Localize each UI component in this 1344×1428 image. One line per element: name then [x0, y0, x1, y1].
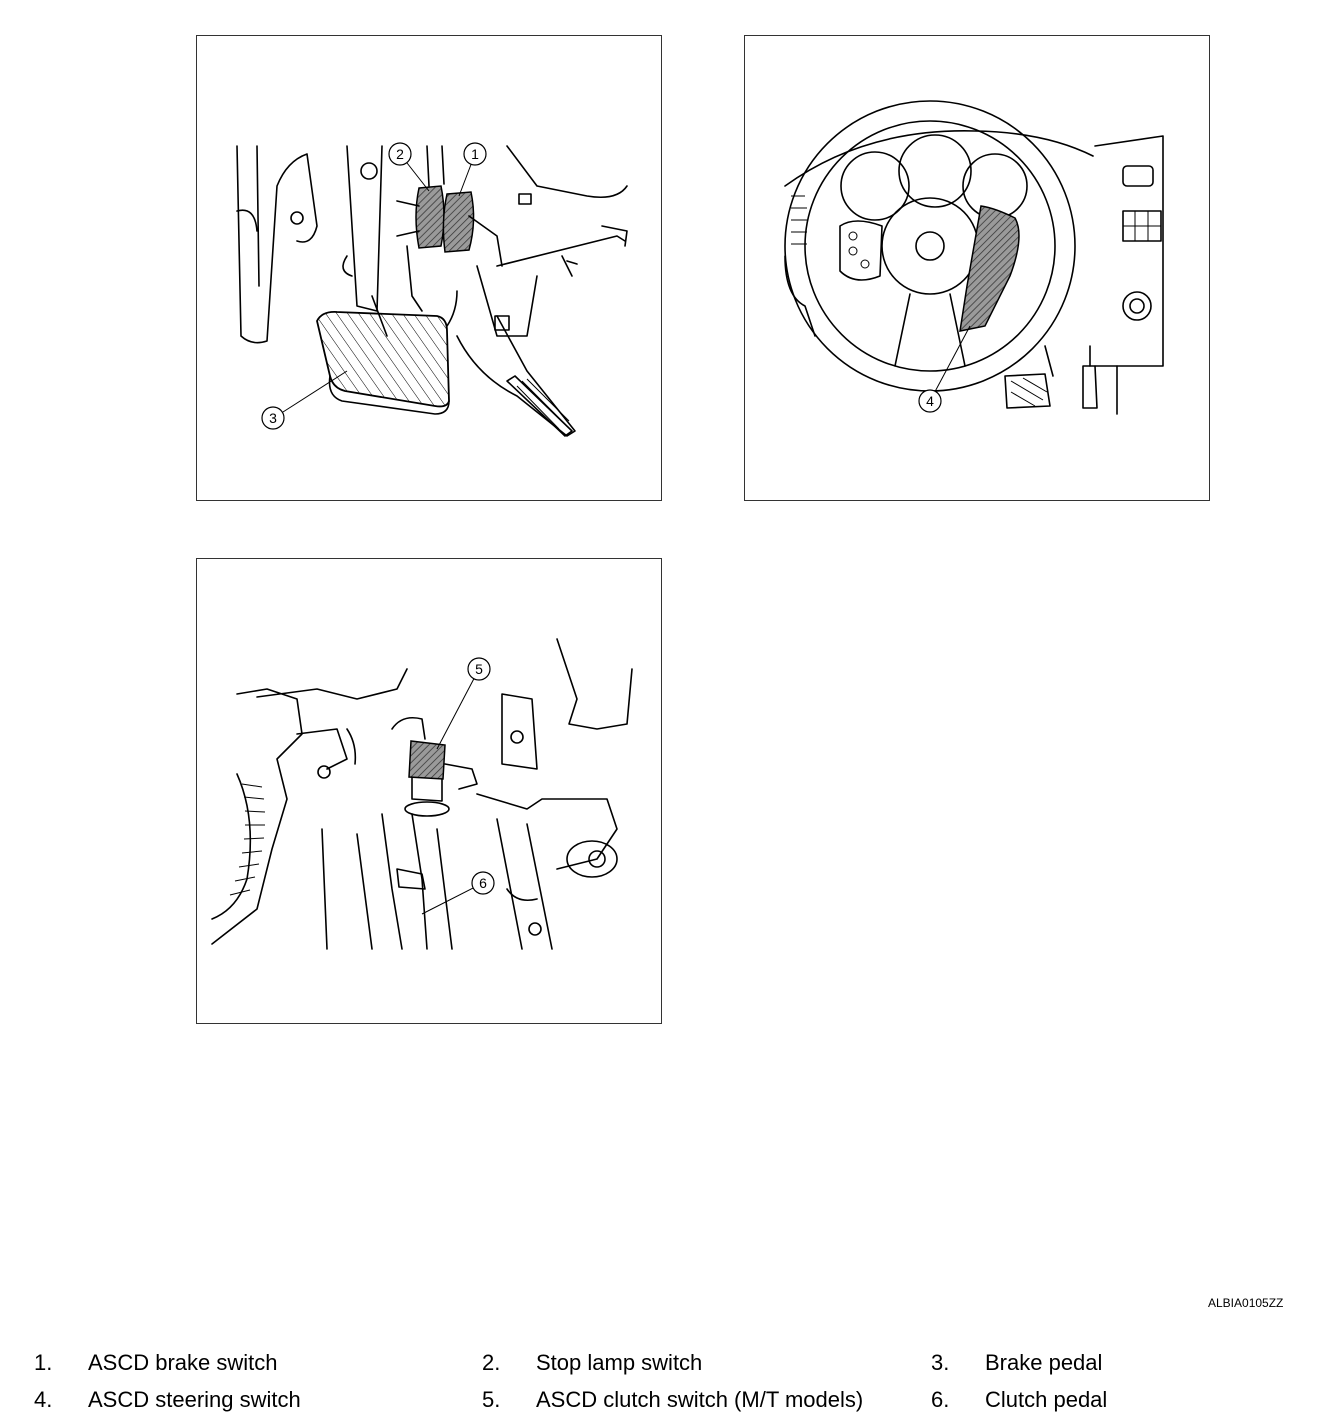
ascd-clutch-switch-highlight	[409, 741, 445, 779]
ascd-brake-switch-highlight	[443, 192, 473, 252]
bolt-icon	[361, 163, 377, 179]
legend-number: 3.	[931, 1350, 950, 1375]
legend-label: Clutch pedal	[985, 1387, 1108, 1412]
steering-wheel-illustration	[744, 35, 1210, 501]
bolt-icon	[318, 766, 330, 778]
legend-number: 1.	[34, 1350, 53, 1375]
clutch-area-illustration	[196, 558, 662, 1024]
legend-number: 5.	[482, 1387, 501, 1412]
bolt-icon	[529, 923, 541, 935]
callout-6	[472, 872, 494, 894]
svg-text:2: 2	[396, 146, 404, 162]
svg-text:5: 5	[475, 661, 483, 677]
clutch-area-drawing	[197, 559, 663, 1025]
brake-pedal-shape	[317, 312, 449, 414]
legend-label: Brake pedal	[985, 1350, 1103, 1375]
pedal-area-drawing	[197, 36, 663, 502]
svg-text:6: 6	[479, 875, 487, 891]
bolt-icon	[511, 731, 523, 743]
callout-1	[464, 143, 486, 165]
callout-2	[389, 143, 411, 165]
svg-text:3: 3	[269, 410, 277, 426]
legend-number: 6.	[931, 1387, 950, 1412]
callout-4	[919, 390, 941, 412]
steering-wheel-drawing	[745, 36, 1211, 502]
svg-text:4: 4	[926, 393, 934, 409]
legend-number: 4.	[34, 1387, 53, 1412]
legend-label: Stop lamp switch	[536, 1350, 703, 1375]
svg-text:1: 1	[471, 146, 479, 162]
pedal-area-illustration	[196, 35, 662, 501]
legend-number: 2.	[482, 1350, 501, 1375]
ascd-steering-switch-highlight	[960, 206, 1019, 331]
figure-code: ALBIA0105ZZ	[1208, 1296, 1284, 1310]
bolt-icon	[291, 212, 303, 224]
stop-lamp-switch-highlight	[416, 186, 444, 248]
legend-label: ASCD clutch switch (M/T models)	[536, 1387, 864, 1412]
legend-label: ASCD steering switch	[88, 1387, 301, 1412]
callout-3	[262, 407, 284, 429]
callout-5	[468, 658, 490, 680]
legend-label: ASCD brake switch	[88, 1350, 278, 1375]
